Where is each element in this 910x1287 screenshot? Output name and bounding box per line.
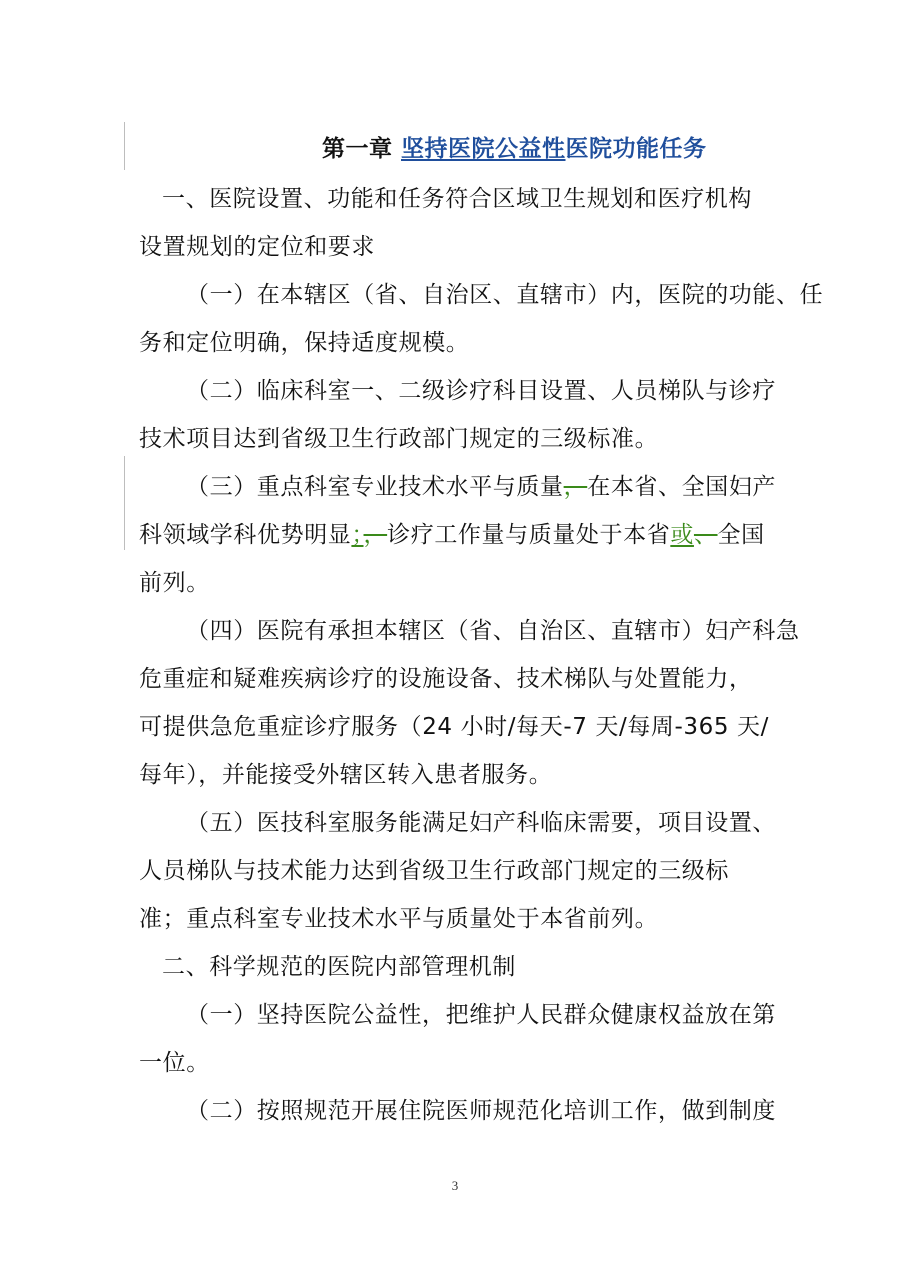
inserted-text: ； <box>351 522 364 548</box>
text-run: 在本省、全国妇产 <box>587 474 777 500</box>
paragraph-line: 技术项目达到省级卫生行政部门规定的三级标准。 <box>139 426 659 452</box>
paragraph-line: 务和定位明确，保持适度规模。 <box>139 330 470 356</box>
paragraph-line: 一、医院设置、功能和任务符合区域卫生规划和医疗机构 <box>162 186 752 212</box>
section-heading: 二、科学规范的医院内部管理机制 <box>162 954 516 980</box>
title-link[interactable]: 坚持医院公益性 <box>401 136 566 162</box>
paragraph-line: 可提供急危重症诊疗服务（24 小时/每天-7 天/每周-365 天/ <box>139 714 769 740</box>
text-run: 全国 <box>717 522 765 548</box>
paragraph-line: 一位。 <box>139 1050 210 1076</box>
paragraph-line: （一）在本辖区（省、自治区、直辖市）内，医院的功能、任 <box>186 282 824 308</box>
paragraph-line: （五）医技科室服务能满足妇产科临床需要，项目设置、 <box>186 810 776 836</box>
paragraph-line: 危重症和疑难疾病诊疗的设施设备、技术梯队与处置能力， <box>139 666 753 692</box>
paragraph-line: （二）按照规范开展住院医师规范化培训工作，做到制度 <box>186 1098 776 1124</box>
deleted-text: ， <box>363 522 388 548</box>
deleted-text: ， <box>563 474 588 500</box>
change-bar <box>124 456 125 550</box>
paragraph-line: 准；重点科室专业技术水平与质量处于本省前列。 <box>139 906 659 932</box>
paragraph-line: 前列。 <box>139 570 210 596</box>
paragraph-line: （一）坚持医院公益性，把维护人民群众健康权益放在第 <box>186 1002 776 1028</box>
paragraph-line: （二）临床科室一、二级诊疗科目设置、人员梯队与诊疗 <box>186 378 776 404</box>
paragraph-line: （四）医院有承担本辖区（省、自治区、直辖市）妇产科急 <box>186 618 800 644</box>
paragraph-line <box>139 516 765 549</box>
paragraph-line: 每年），并能接受外辖区转入患者服务。 <box>139 762 553 788</box>
deleted-text: 、 <box>693 522 718 548</box>
text-run: 科领域学科优势明显 <box>139 522 352 548</box>
page-number: 3 <box>451 1178 459 1193</box>
chapter-title <box>322 130 707 163</box>
paragraph-line: 人员梯队与技术能力达到省级卫生行政部门规定的三级标 <box>139 858 729 884</box>
text-run: 诊疗工作量与质量处于本省 <box>387 522 671 548</box>
paragraph-line: 设置规划的定位和要求 <box>139 234 375 260</box>
title-rest: 医院功能任务 <box>565 136 707 162</box>
paragraph-line <box>186 468 776 501</box>
change-bar <box>124 122 125 170</box>
inserted-text: 或 <box>670 522 694 548</box>
chapter-number: 第一章 <box>322 136 402 162</box>
text-run: （三）重点科室专业技术水平与质量 <box>186 474 564 500</box>
